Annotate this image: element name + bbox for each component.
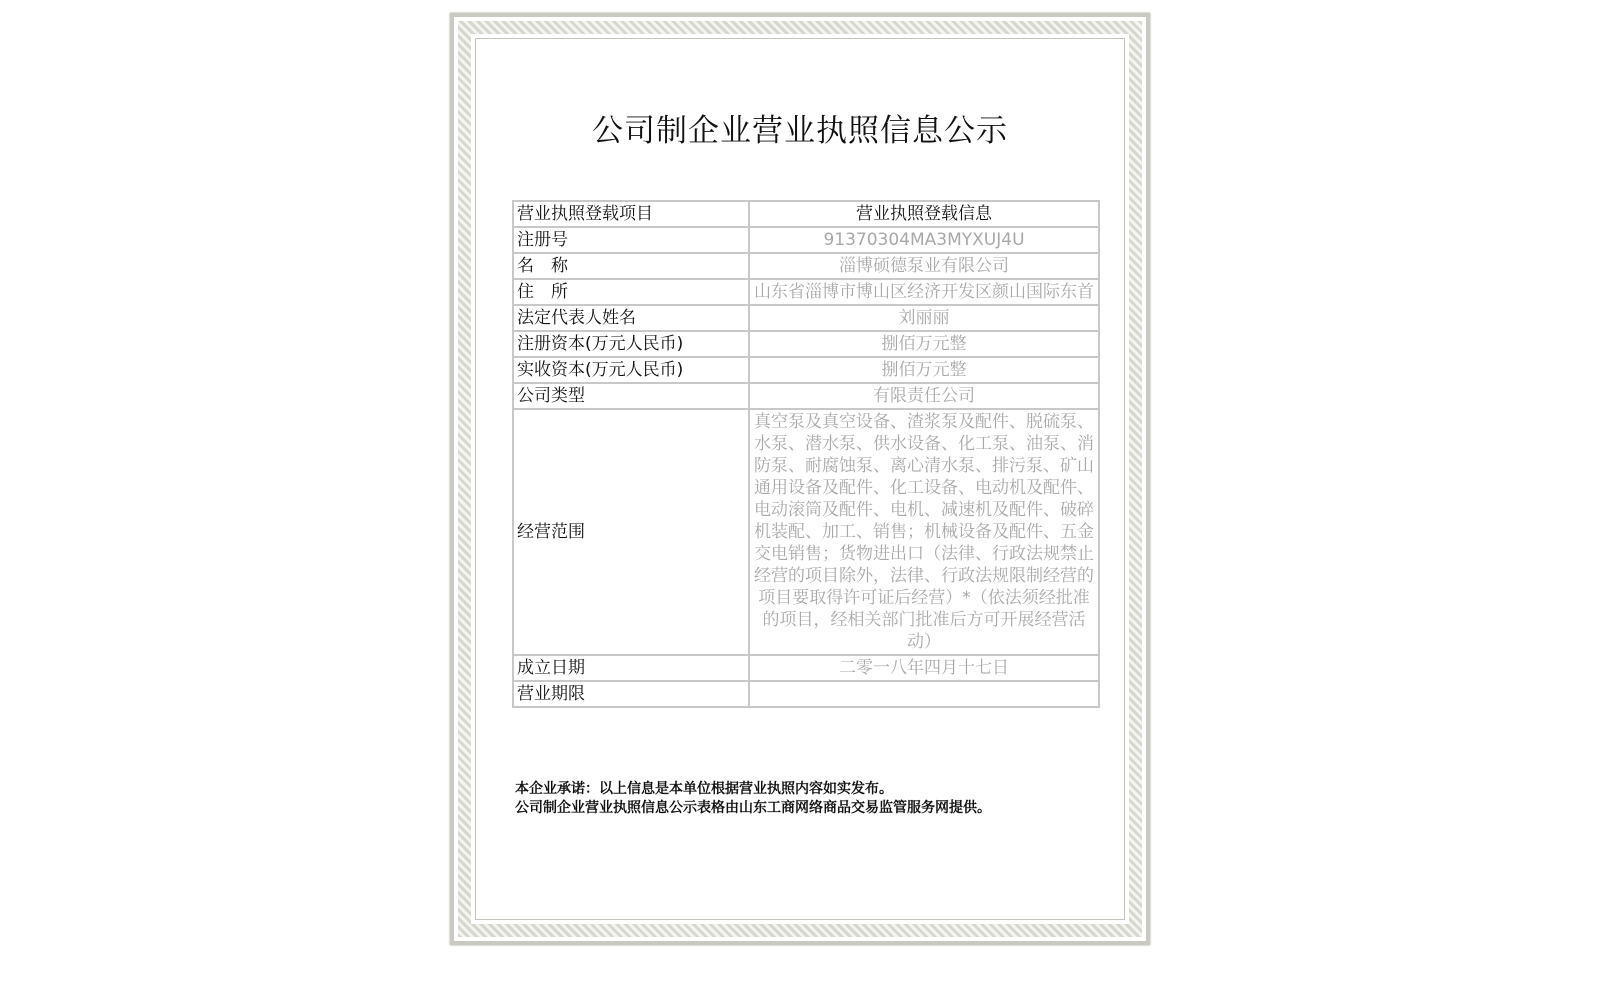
table-row-registered-capital — [513, 331, 1099, 357]
page-title: 公司制企业营业执照信息公示 — [592, 113, 1008, 149]
table-row-paid-in-capital — [513, 357, 1099, 383]
row-value: 有限责任公司 — [749, 383, 1099, 409]
certificate-content — [454, 17, 1146, 941]
table-header-row — [513, 201, 1099, 227]
table-row-business-term — [513, 681, 1099, 707]
table-row-address — [513, 279, 1099, 305]
commitment-statement: 本企业承诺：以上信息是本单位根据营业执照内容如实发布。 — [515, 781, 893, 797]
license-certificate — [450, 13, 1150, 945]
license-info-table — [512, 200, 1100, 708]
row-label: 营业期限 — [513, 681, 749, 707]
table-row-name — [513, 253, 1099, 279]
row-label: 注册号 — [513, 227, 749, 253]
table-row-registration-number — [513, 227, 1099, 253]
header-left: 营业执照登载项目 — [513, 201, 749, 227]
row-label: 法定代表人姓名 — [513, 305, 749, 331]
row-label: 实收资本(万元人民币) — [513, 357, 749, 383]
provider-statement: 公司制企业营业执照信息公示表格由山东工商网络商品交易监管服务网提供。 — [515, 800, 991, 816]
row-label: 住 所 — [513, 279, 749, 305]
row-value: 捌佰万元整 — [749, 331, 1099, 357]
table-row-company-type — [513, 383, 1099, 409]
header-right: 营业执照登载信息 — [749, 201, 1099, 227]
row-label: 成立日期 — [513, 655, 749, 681]
row-label: 注册资本(万元人民币) — [513, 331, 749, 357]
row-value: 真空泵及真空设备、渣浆泵及配件、脱硫泵、水泵、潜水泵、供水设备、化工泵、油泵、消防泵、耐腐蚀泵、离心清水泵、排污泵、矿山通用设备及配件、化工设备、电动机及配件、电动滚筒及配件、电机、减速机及配件、破碎机装配、加工、销售；机械设备及配件、五金交电销售；货物进出口（法律、行政法规禁止经营的项目除外，法律、行政法规限制经营的项目要取得许可证后经营）*（依法须经批准的项目，经相关部门批准后方可开展经营活动） — [749, 409, 1099, 655]
row-value: 刘丽丽 — [749, 305, 1099, 331]
table-row-establishment-date — [513, 655, 1099, 681]
row-label: 名 称 — [513, 253, 749, 279]
row-label: 公司类型 — [513, 383, 749, 409]
row-value: 91370304MA3MYXUJ4U — [749, 227, 1099, 253]
row-value: 二零一八年四月十七日 — [749, 655, 1099, 681]
row-label: 经营范围 — [513, 409, 749, 655]
table-row-business-scope — [513, 409, 1099, 655]
table-row-legal-representative — [513, 305, 1099, 331]
row-value — [749, 681, 1099, 707]
row-value: 山东省淄博市博山区经济开发区颜山国际东首 — [749, 279, 1099, 305]
row-value: 淄博硕德泵业有限公司 — [749, 253, 1099, 279]
row-value: 捌佰万元整 — [749, 357, 1099, 383]
footer-note — [515, 780, 991, 818]
